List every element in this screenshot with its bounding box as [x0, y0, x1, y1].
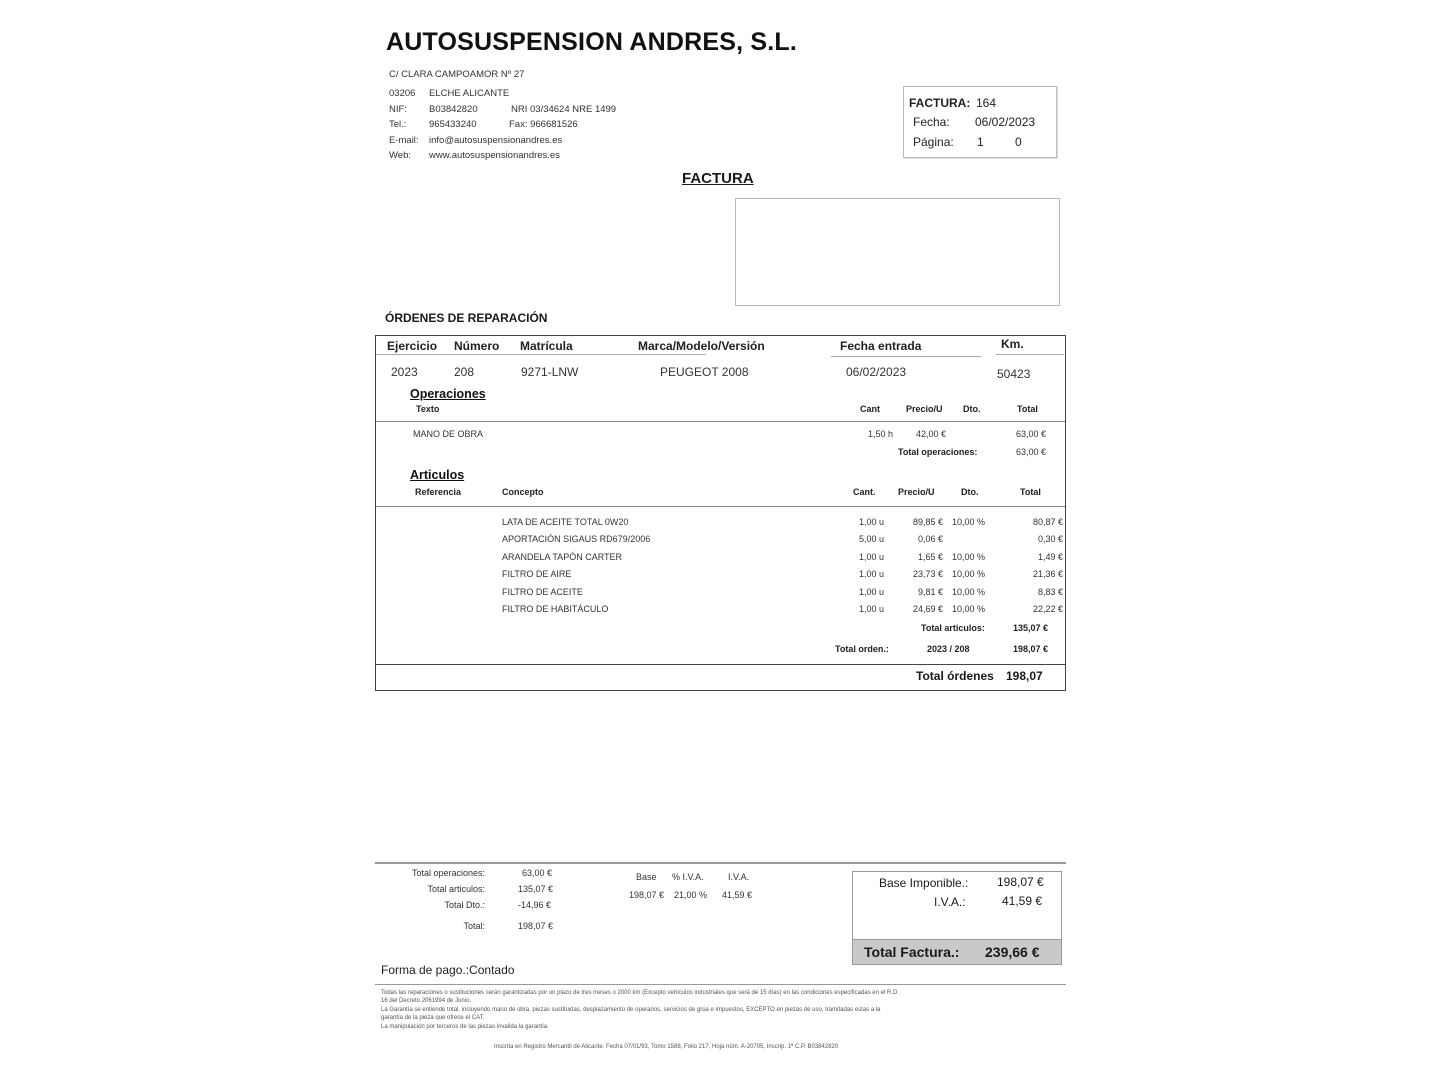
- invoice-date: 06/02/2023: [975, 115, 1036, 129]
- art-cant: 1,00 u: [859, 604, 885, 614]
- art-col-cant: Cant.: [853, 487, 876, 497]
- summary-dto-label: Total Dto.:: [444, 900, 485, 910]
- tel-label: Tel.:: [389, 119, 407, 130]
- summary-art-label: Total articulos:: [427, 884, 485, 894]
- article-row: [376, 552, 1065, 566]
- legal-divider: [375, 984, 1066, 985]
- art-total: 21,36 €: [1032, 569, 1063, 579]
- op-total: 63,00 €: [1015, 429, 1046, 439]
- article-row: [376, 604, 1065, 618]
- art-precio: 0,06 €: [917, 534, 943, 544]
- legal-line-2: 16 del Decreto 2061994 de Junio.: [381, 998, 472, 1004]
- summary-art-value: 135,07 €: [518, 884, 554, 894]
- ops-col-total: Total: [1017, 404, 1038, 414]
- art-precio: 1,65 €: [917, 552, 943, 562]
- art-precio: 24,69 €: [912, 604, 943, 614]
- art-dto: 10,00 %: [952, 569, 986, 579]
- col-km: Km.: [1001, 337, 1024, 351]
- document-title: FACTURA: [682, 170, 754, 187]
- order-matricula: 9271-LNW: [521, 365, 579, 379]
- art-concepto: APORTACIÓN SIGAUS RD679/2006: [502, 534, 651, 544]
- art-total: 0,30 €: [1037, 534, 1063, 544]
- articles-total-label: Total articulos:: [921, 623, 985, 633]
- ops-col-precio: Precio/U: [906, 404, 943, 414]
- repair-orders-table: [375, 335, 1066, 691]
- op-texto: MANO DE OBRA: [413, 429, 484, 439]
- invoice-page: 1: [977, 135, 984, 149]
- art-concepto: FILTRO DE AIRE: [502, 569, 572, 579]
- art-total: 1,49 €: [1037, 552, 1063, 562]
- web-label: Web:: [389, 150, 412, 161]
- art-concepto: FILTRO DE ACEITE: [502, 587, 583, 597]
- order-numero: 208: [454, 365, 475, 379]
- art-dto: 10,00 %: [952, 552, 986, 562]
- art-cant: 1,00 u: [859, 587, 885, 597]
- legal-line-3: La Garantía se entiende total, incluyendo mano de obra, piezas sustituidas, desplazamiento de operarios, servicios de grúa e impuestos, EXCEPTO en piezas de uso, tramitadas estas a la: [381, 1007, 881, 1013]
- orders-total-value: 198,07: [1006, 669, 1043, 683]
- legal-line-4: garantía de la pieza que ofrece el CAT.: [381, 1015, 485, 1021]
- article-row: [376, 534, 1065, 548]
- email-label: E-mail:: [389, 135, 419, 146]
- total-factura-label: Total Factura.:: [864, 944, 960, 960]
- totals-base-value: 198,07 €: [997, 875, 1044, 889]
- total-factura-value: 239,66 €: [985, 944, 1040, 960]
- ops-total-label: Total operaciones:: [898, 447, 978, 457]
- art-total: 80,87 €: [1032, 517, 1063, 527]
- invoice-number: 164: [976, 96, 997, 110]
- ops-total-value: 63,00 €: [1015, 447, 1046, 457]
- orders-section-title: ÓRDENES DE REPARACIÓN: [385, 311, 548, 325]
- vat-pct-value: 21,00 %: [674, 890, 708, 900]
- company-tel: 965433240: [429, 119, 477, 130]
- company-nri: NRI 03/34624 NRE 1499: [511, 104, 617, 115]
- art-concepto: ARANDELA TAPÓN CARTER: [502, 552, 623, 562]
- orders-total-label: Total órdenes: [916, 669, 994, 683]
- art-col-dto: Dto.: [961, 487, 979, 497]
- totals-base-label: Base Imponible.:: [879, 876, 969, 890]
- art-concepto: LATA DE ACEITE TOTAL 0W20: [502, 517, 629, 527]
- art-precio: 9,81 €: [917, 587, 943, 597]
- art-dto: 10,00 %: [952, 587, 986, 597]
- invoice-page-label: Página:: [913, 135, 954, 149]
- summary-total-value: 198,07 €: [518, 921, 554, 931]
- legal-line-5: La manipulación por terceros de las piezas invalida la garantía.: [381, 1024, 549, 1030]
- article-row: [376, 569, 1065, 583]
- summary-ops-label: Total operaciones:: [411, 868, 485, 878]
- company-address: C/ CLARA CAMPOAMOR Nº 27: [389, 69, 525, 80]
- col-numero: Número: [454, 339, 500, 353]
- art-col-precio: Precio/U: [898, 487, 935, 497]
- order-total-ref: 2023 / 208: [927, 644, 970, 654]
- summary-ops-value: 63,00 €: [522, 868, 553, 878]
- total-factura-bar: [853, 939, 1061, 964]
- art-cant: 1,00 u: [859, 552, 885, 562]
- art-total: 8,83 €: [1037, 587, 1063, 597]
- art-concepto: FILTRO DE HABITÁCULO: [502, 604, 609, 614]
- art-dto: 10,00 %: [952, 517, 986, 527]
- invoice-number-label: FACTURA:: [909, 96, 971, 110]
- legal-line-1: Todas las reparaciones o sustituciones serán garantizadas por un plazo de tres meses o 2000 km (Excepto vehículos industriales que será de 15 días) en las condiciones especificadas en el R.D.: [381, 990, 899, 996]
- client-address-box: [735, 198, 1060, 306]
- art-col-concepto: Concepto: [502, 487, 544, 497]
- company-web: www.autosuspensionandres.es: [429, 150, 560, 161]
- col-fecha: Fecha entrada: [840, 339, 922, 353]
- totals-iva-value: 41,59 €: [1002, 894, 1043, 908]
- summary-dto-value: -14,96 €: [518, 900, 552, 910]
- vat-iva-value: 41,59 €: [722, 890, 753, 900]
- summary-divider: [375, 862, 1066, 864]
- payment-method: Forma de pago.:Contado: [381, 963, 515, 977]
- order-total-value: 198,07 €: [1012, 644, 1048, 654]
- invoice-info-box: [903, 86, 1057, 158]
- company-nif: B03842820: [429, 104, 478, 115]
- totals-iva-label: I.V.A.:: [934, 895, 966, 909]
- col-matricula: Matrícula: [520, 339, 573, 353]
- op-cant: 1,50 h: [868, 429, 894, 439]
- ops-col-texto: Texto: [416, 404, 440, 414]
- registry-note: Inscrita en Registro Mercantil de Alicante. Fecha 07/01/93, Tomo 1588, Folio 217, Hoja núm. A-20705, Inscrip. 1ª C.P. B03842820: [494, 1044, 839, 1050]
- art-dto: 10,00 %: [952, 604, 986, 614]
- vat-base-label: Base: [636, 872, 657, 882]
- company-postal-code: 03206: [389, 88, 416, 99]
- art-cant: 1,00 u: [859, 517, 885, 527]
- art-total: 22,22 €: [1032, 604, 1063, 614]
- nif-label: NIF:: [389, 104, 407, 115]
- art-col-ref: Referencia: [415, 487, 462, 497]
- order-marca: PEUGEOT 2008: [660, 365, 749, 379]
- order-ejercicio: 2023: [391, 365, 418, 379]
- art-cant: 1,00 u: [859, 569, 885, 579]
- col-ejercicio: Ejercicio: [387, 339, 438, 353]
- article-row: [376, 587, 1065, 601]
- vat-iva-label: I.V.A.: [728, 872, 750, 882]
- company-city: ELCHE ALICANTE: [429, 88, 510, 99]
- company-fax: Fax: 966681526: [509, 119, 578, 130]
- art-col-total: Total: [1020, 487, 1041, 497]
- ops-col-cant: Cant: [860, 404, 880, 414]
- summary-total-label: Total:: [463, 921, 485, 931]
- invoice-date-label: Fecha:: [913, 115, 950, 129]
- op-precio: 42,00 €: [916, 429, 947, 439]
- articles-title: Articulos: [410, 468, 465, 482]
- company-name: AUTOSUSPENSION ANDRES, S.L.: [386, 28, 798, 56]
- invoice-totals-box: [852, 871, 1062, 965]
- ops-col-dto: Dto.: [963, 404, 981, 414]
- order-total-label: Total orden.:: [835, 644, 889, 654]
- article-row: [376, 517, 1065, 531]
- art-precio: 23,73 €: [912, 569, 943, 579]
- order-km: 50423: [997, 367, 1031, 381]
- operations-title: Operaciones: [410, 387, 486, 401]
- company-email: info@autosuspensionandres.es: [429, 135, 563, 146]
- order-fecha: 06/02/2023: [846, 365, 907, 379]
- articles-total-value: 135,07 €: [1012, 623, 1048, 633]
- art-cant: 5,00 u: [859, 534, 885, 544]
- col-marca: Marca/Modelo/Versión: [638, 339, 765, 353]
- vat-base-value: 198,07 €: [629, 890, 665, 900]
- art-precio: 89,85 €: [912, 517, 943, 527]
- invoice-page-of: 0: [1015, 135, 1022, 149]
- vat-pct-label: % I.V.A.: [672, 872, 704, 882]
